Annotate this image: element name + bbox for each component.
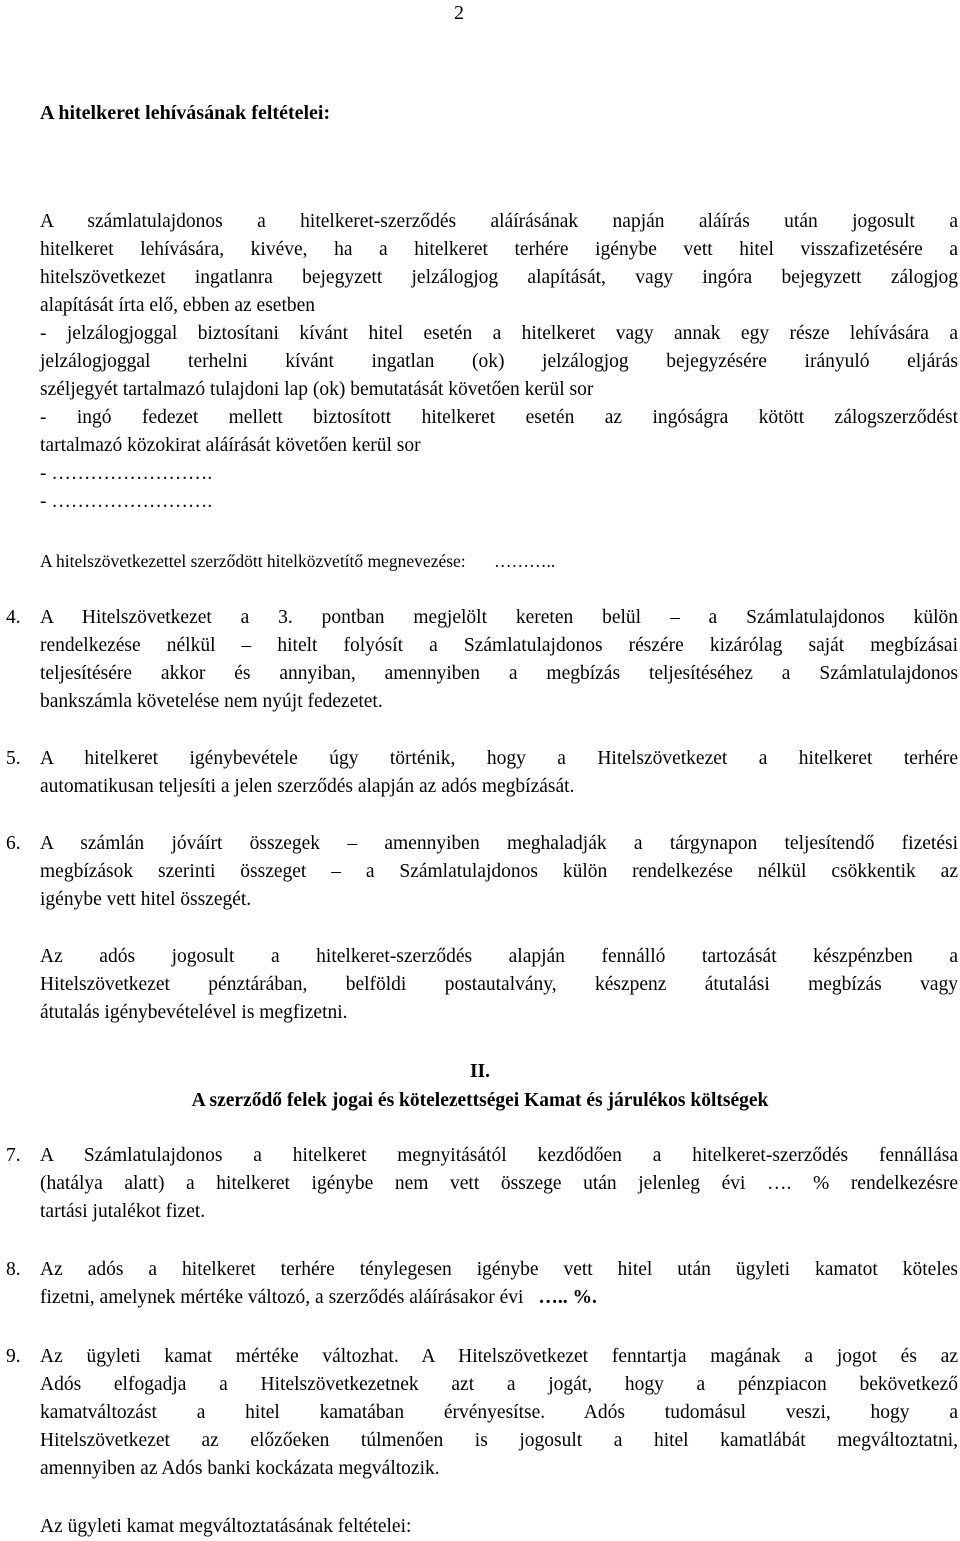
item-number: 6. [6,833,21,854]
intro-line: jelzálogjoggal terhelni kívánt ingatlan (ok) jelzálogjog bejegyzésére irányuló eljárás [40,351,958,372]
intro-paragraph [40,208,958,516]
section-title: A szerződő felek jogai és kötelezettségei Kamat és járulékos költségek [191,1090,769,1111]
numbered-item-9 [0,1343,958,1483]
page-number: 2 [454,2,464,24]
interest-rate-blank: ….. %. [538,1287,597,1308]
blank-line: - ……………………. [40,491,213,512]
cash-payment-paragraph [40,943,958,1027]
intro-line: széljegyét tartalmazó tulajdoni lap (ok) bemutatását követően kerül sor [40,379,594,400]
item-line: A Számlatulajdonos a hitelkeret megnyitásától kezdődően a hitelkeret-szerződés fennállása [40,1145,958,1166]
item-line: igénybe vett hitel összegét. [40,889,252,910]
intermediary-label: A hitelszövetkezettel szerződött hitelközvetítő megnevezése: [40,551,466,571]
intro-line: hitelkeret lehívására, kivéve, ha a hitelkeret terhére igénybe vett hitel visszafizetésére a [40,239,958,260]
item-line [40,1284,958,1312]
item-line: A számlán jóváírt összegek – amennyiben meghaladják a tárgynapon teljesítendő fizetési [40,833,958,854]
item-line: amennyiben az Adós banki kockázata megváltozik. [40,1458,440,1479]
numbered-item-4 [0,604,958,716]
item-line: automatikusan teljesíti a jelen szerződés alapján az adós megbízását. [40,776,575,797]
intro-line: hitelszövetkezet ingatlanra bejegyzett jelzálogjog alapítását, vagy ingóra bejegyzett zálogjog [40,267,958,288]
section-number: II. [469,1061,491,1082]
item-line: teljesítésére akkor és annyiban, amennyiben a megbízás teljesítéséhez a Számlatulajdonos [40,663,958,684]
intermediary-line [40,548,555,574]
intro-line: - jelzálogjoggal biztosítani kívánt hitel esetén a hitelkeret vagy annak egy része lehívására a [40,323,958,344]
item-line: tartási jutalékot fizet. [40,1201,206,1222]
intro-line: - ingó fedezet mellett biztosított hitelkeret esetén az ingóságra kötött zálogszerződést [40,407,958,428]
item-number: 7. [6,1145,21,1166]
item-line-text: fizetni, amelynek mértéke változó, a szerződés aláírásakor évi [40,1287,524,1308]
item-number: 8. [6,1259,21,1280]
paragraph-line: átutalás igénybevételével is megfizetni. [40,1002,348,1023]
intro-line: alapítását írta elő, ebben az esetben [40,295,316,316]
intermediary-blank: ……….. [494,551,556,571]
numbered-item-8 [0,1256,958,1312]
item-line: Hitelszövetkezet az előzőeken túlmenően is jogosult a hitel kamatlábát megváltoztatni, [40,1430,958,1451]
item-line: (hatálya alatt) a hitelkeret igénybe nem vett összege után jelenleg évi …. % rendelkezésre [40,1173,958,1194]
item-line: bankszámla követelése nem nyújt fedezetet. [40,691,383,712]
item-line: megbízások szerinti összeget – a Számlatulajdonos külön rendelkezése nélkül csökkentik az [40,861,958,882]
item-line: Adós elfogadja a Hitelszövetkezetnek azt a jogát, hogy a pénzpiacon bekövetkező [40,1374,958,1395]
item-number: 4. [6,607,21,628]
item-line: A hitelkeret igénybevétele úgy történik, hogy a Hitelszövetkezet a hitelkeret terhére [40,748,958,769]
section-heading: A hitelkeret lehívásának feltételei: [40,102,331,124]
item-line: kamatváltozást a hitel kamatában érvényesítse. Adós tudomásul veszi, hogy a [40,1402,958,1423]
paragraph-line: Az adós jogosult a hitelkeret-szerződés alapján fennálló tartozását készpénzben a [40,946,958,967]
item-line: rendelkezése nélkül – hitelt folyósít a Számlatulajdonos részére kizárólag saját megbízásai [40,635,958,656]
item-line: Az ügyleti kamat mértéke változhat. A Hitelszövetkezet fenntartja magának a jogot és az [40,1346,958,1367]
numbered-item-6 [0,830,958,914]
intro-line: A számlatulajdonos a hitelkeret-szerződés aláírásának napján aláírás után jogosult a [40,211,958,232]
intro-line: tartalmazó közokirat aláírását követően kerül sor [40,435,421,456]
item-line: A Hitelszövetkezet a 3. pontban megjelölt kereten belül – a Számlatulajdonos külön [40,607,958,628]
item-line: Az adós a hitelkeret terhére ténylegesen igénybe vett hitel után ügyleti kamatot köteles [40,1259,958,1280]
closing-line: Az ügyleti kamat megváltoztatásának feltételei: [40,1516,412,1537]
paragraph-line: Hitelszövetkezet pénztárában, belföldi postautalvány, készpenz átutalási megbízás vagy [40,974,958,995]
blank-line: - ……………………. [40,463,213,484]
numbered-item-7 [0,1142,958,1226]
item-number: 5. [6,748,21,769]
numbered-item-5 [0,745,958,801]
item-number: 9. [6,1346,21,1367]
